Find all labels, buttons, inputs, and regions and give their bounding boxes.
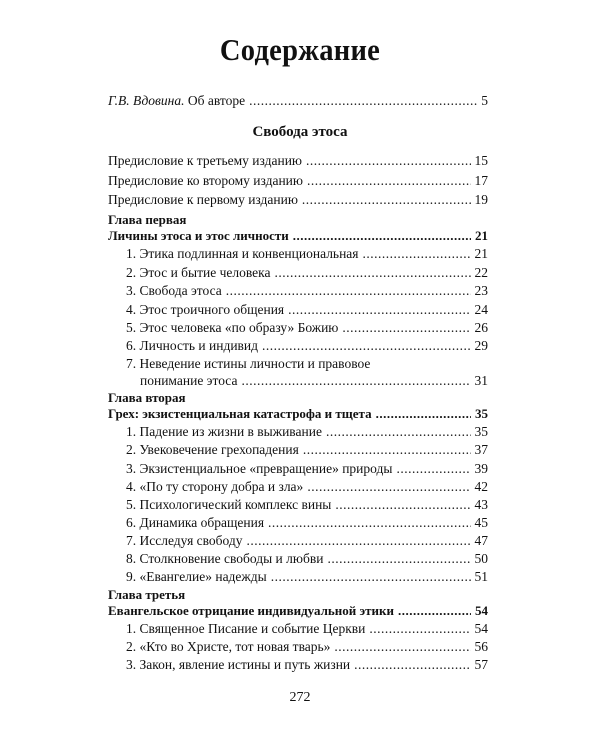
dot-leader [303,441,471,459]
dot-leader [307,478,470,496]
entry-label: Предисловие к третьему изданию [108,153,303,168]
chapter-title: Личины этоса и этос личности [108,228,289,243]
page-title: Содержание [219,32,381,67]
entry-label: 4. Этос троичного общения [126,302,285,317]
page-ref: 54 [474,621,488,636]
dot-leader [293,227,471,245]
toc-entry[interactable] [126,496,488,514]
toc-entry[interactable] [126,282,488,300]
dot-leader [376,405,471,423]
toc-entry-preface-2[interactable] [108,172,488,190]
entry-label: 2. Увековечение грехопадения [126,442,299,457]
dot-leader [249,92,477,110]
toc-chapter-2-title[interactable] [108,405,488,423]
toc-chapter-3-title[interactable] [108,602,488,620]
entry-label: 3. Закон, явление истины и путь жизни [126,657,351,672]
dot-leader [335,496,470,514]
chapter-label: Глава вторая [108,390,186,405]
dot-leader [288,301,470,319]
page-ref: 42 [474,479,488,494]
page-ref: 21 [474,246,488,261]
page-ref: 39 [474,461,488,476]
page-ref: 29 [474,338,488,353]
page-ref: 51 [474,569,488,584]
entry-label: 5. Психологический комплекс вины [126,497,332,512]
entry-label: Предисловие к первому изданию [108,192,298,207]
toc-entry[interactable] [126,620,488,638]
toc-entry[interactable] [126,514,488,532]
toc-entry[interactable] [126,460,488,478]
page-ref: 5 [481,93,488,108]
entry-label: Об авторе [184,93,246,108]
page-ref: 54 [475,603,488,618]
dot-leader [327,550,470,568]
page-ref: 15 [474,153,488,168]
toc-entry[interactable] [140,372,488,390]
page-ref: 17 [474,173,488,188]
entry-label: 3. Экзистенциальное «превращение» природы [126,461,393,476]
dot-leader [302,191,471,209]
dot-leader [275,264,471,282]
toc-entry[interactable] [126,337,488,355]
page-ref: 56 [474,639,488,654]
toc-entry[interactable] [126,550,488,568]
toc-entry[interactable] [126,532,488,550]
entry-label-line1[interactable]: 7. Неведение истины личности и правовое [126,356,371,371]
toc-entry[interactable] [126,264,488,282]
page-ref: 47 [474,533,488,548]
entry-label: 1. Этика подлинная и конвенциональная [126,246,359,261]
entry-label: Предисловие ко второму изданию [108,173,303,188]
chapter-title: Грех: экзистенциальная катастрофа и тщета [108,406,372,421]
page-ref: 35 [474,424,488,439]
dot-leader [262,337,470,355]
dot-leader [247,532,471,550]
page-ref: 22 [474,265,488,280]
dot-leader [226,282,471,300]
entry-label: 5. Этос человека «по образу» Божию [126,320,339,335]
toc-entry[interactable] [126,568,488,586]
page-ref: 19 [474,192,488,207]
entry-label: 3. Свобода этоса [126,283,222,298]
toc-entry[interactable] [126,441,488,459]
dot-leader [268,514,470,532]
entry-label: 2. Этос и бытие человека [126,265,271,280]
entry-label: 7. Исследуя свободу [126,533,243,548]
entry-label: 1. Падение из жизни в выживание [126,424,322,439]
entry-label: 1. Священное Писание и событие Церкви [126,621,366,636]
toc-entry[interactable] [126,319,488,337]
dot-leader [396,460,470,478]
toc-entry[interactable] [126,638,488,656]
toc-entry[interactable] [126,478,488,496]
toc-entry[interactable] [126,656,488,674]
entry-label: 2. «Кто во Христе, тот новая тварь» [126,639,331,654]
chapter-label: Глава третья [108,587,186,602]
toc-entry-about-author[interactable] [108,92,488,110]
entry-label: 6. Личность и индивид [126,338,259,353]
dot-leader [306,152,470,170]
page-ref: 35 [475,406,488,421]
toc-entry[interactable] [126,301,488,319]
entry-label: 9. «Евангелие» надежды [126,569,267,584]
dot-leader [354,656,470,674]
page-ref: 50 [474,551,488,566]
page-ref: 24 [474,302,488,317]
toc-entry-preface-3[interactable] [108,152,488,170]
chapter-label: Глава первая [108,212,187,227]
dot-leader [369,620,470,638]
page-ref: 45 [474,515,488,530]
entry-label: 4. «По ту сторону добра и зла» [126,479,304,494]
page-number: 272 [289,690,311,705]
page-ref: 23 [474,283,488,298]
dot-leader [307,172,471,190]
dot-leader [363,245,471,263]
dot-leader [342,319,470,337]
page-ref: 31 [474,373,488,388]
dot-leader [326,423,471,441]
dot-leader [334,638,470,656]
page-ref: 26 [474,320,488,335]
dot-leader [398,602,471,620]
entry-label-line2: понимание этоса [140,373,238,388]
chapter-title: Евангельское отрицание индивидуальной этики [108,603,394,618]
toc-entry-preface-1[interactable] [108,191,488,209]
toc-entry[interactable] [126,423,488,441]
dot-leader [271,568,471,586]
entry-label: 6. Динамика обращения [126,515,265,530]
section-title: Свобода этоса [252,124,348,140]
entry-label: 8. Столкновение свободы и любви [126,551,324,566]
dot-leader [241,372,470,390]
page-ref: 43 [474,497,488,512]
page-ref: 57 [474,657,488,672]
page-ref: 21 [475,228,488,243]
page-ref: 37 [474,442,488,457]
author-name: Г.В. Вдовина. [108,93,185,108]
toc-chapter-1-title[interactable] [108,227,488,245]
toc-entry[interactable] [126,245,488,263]
